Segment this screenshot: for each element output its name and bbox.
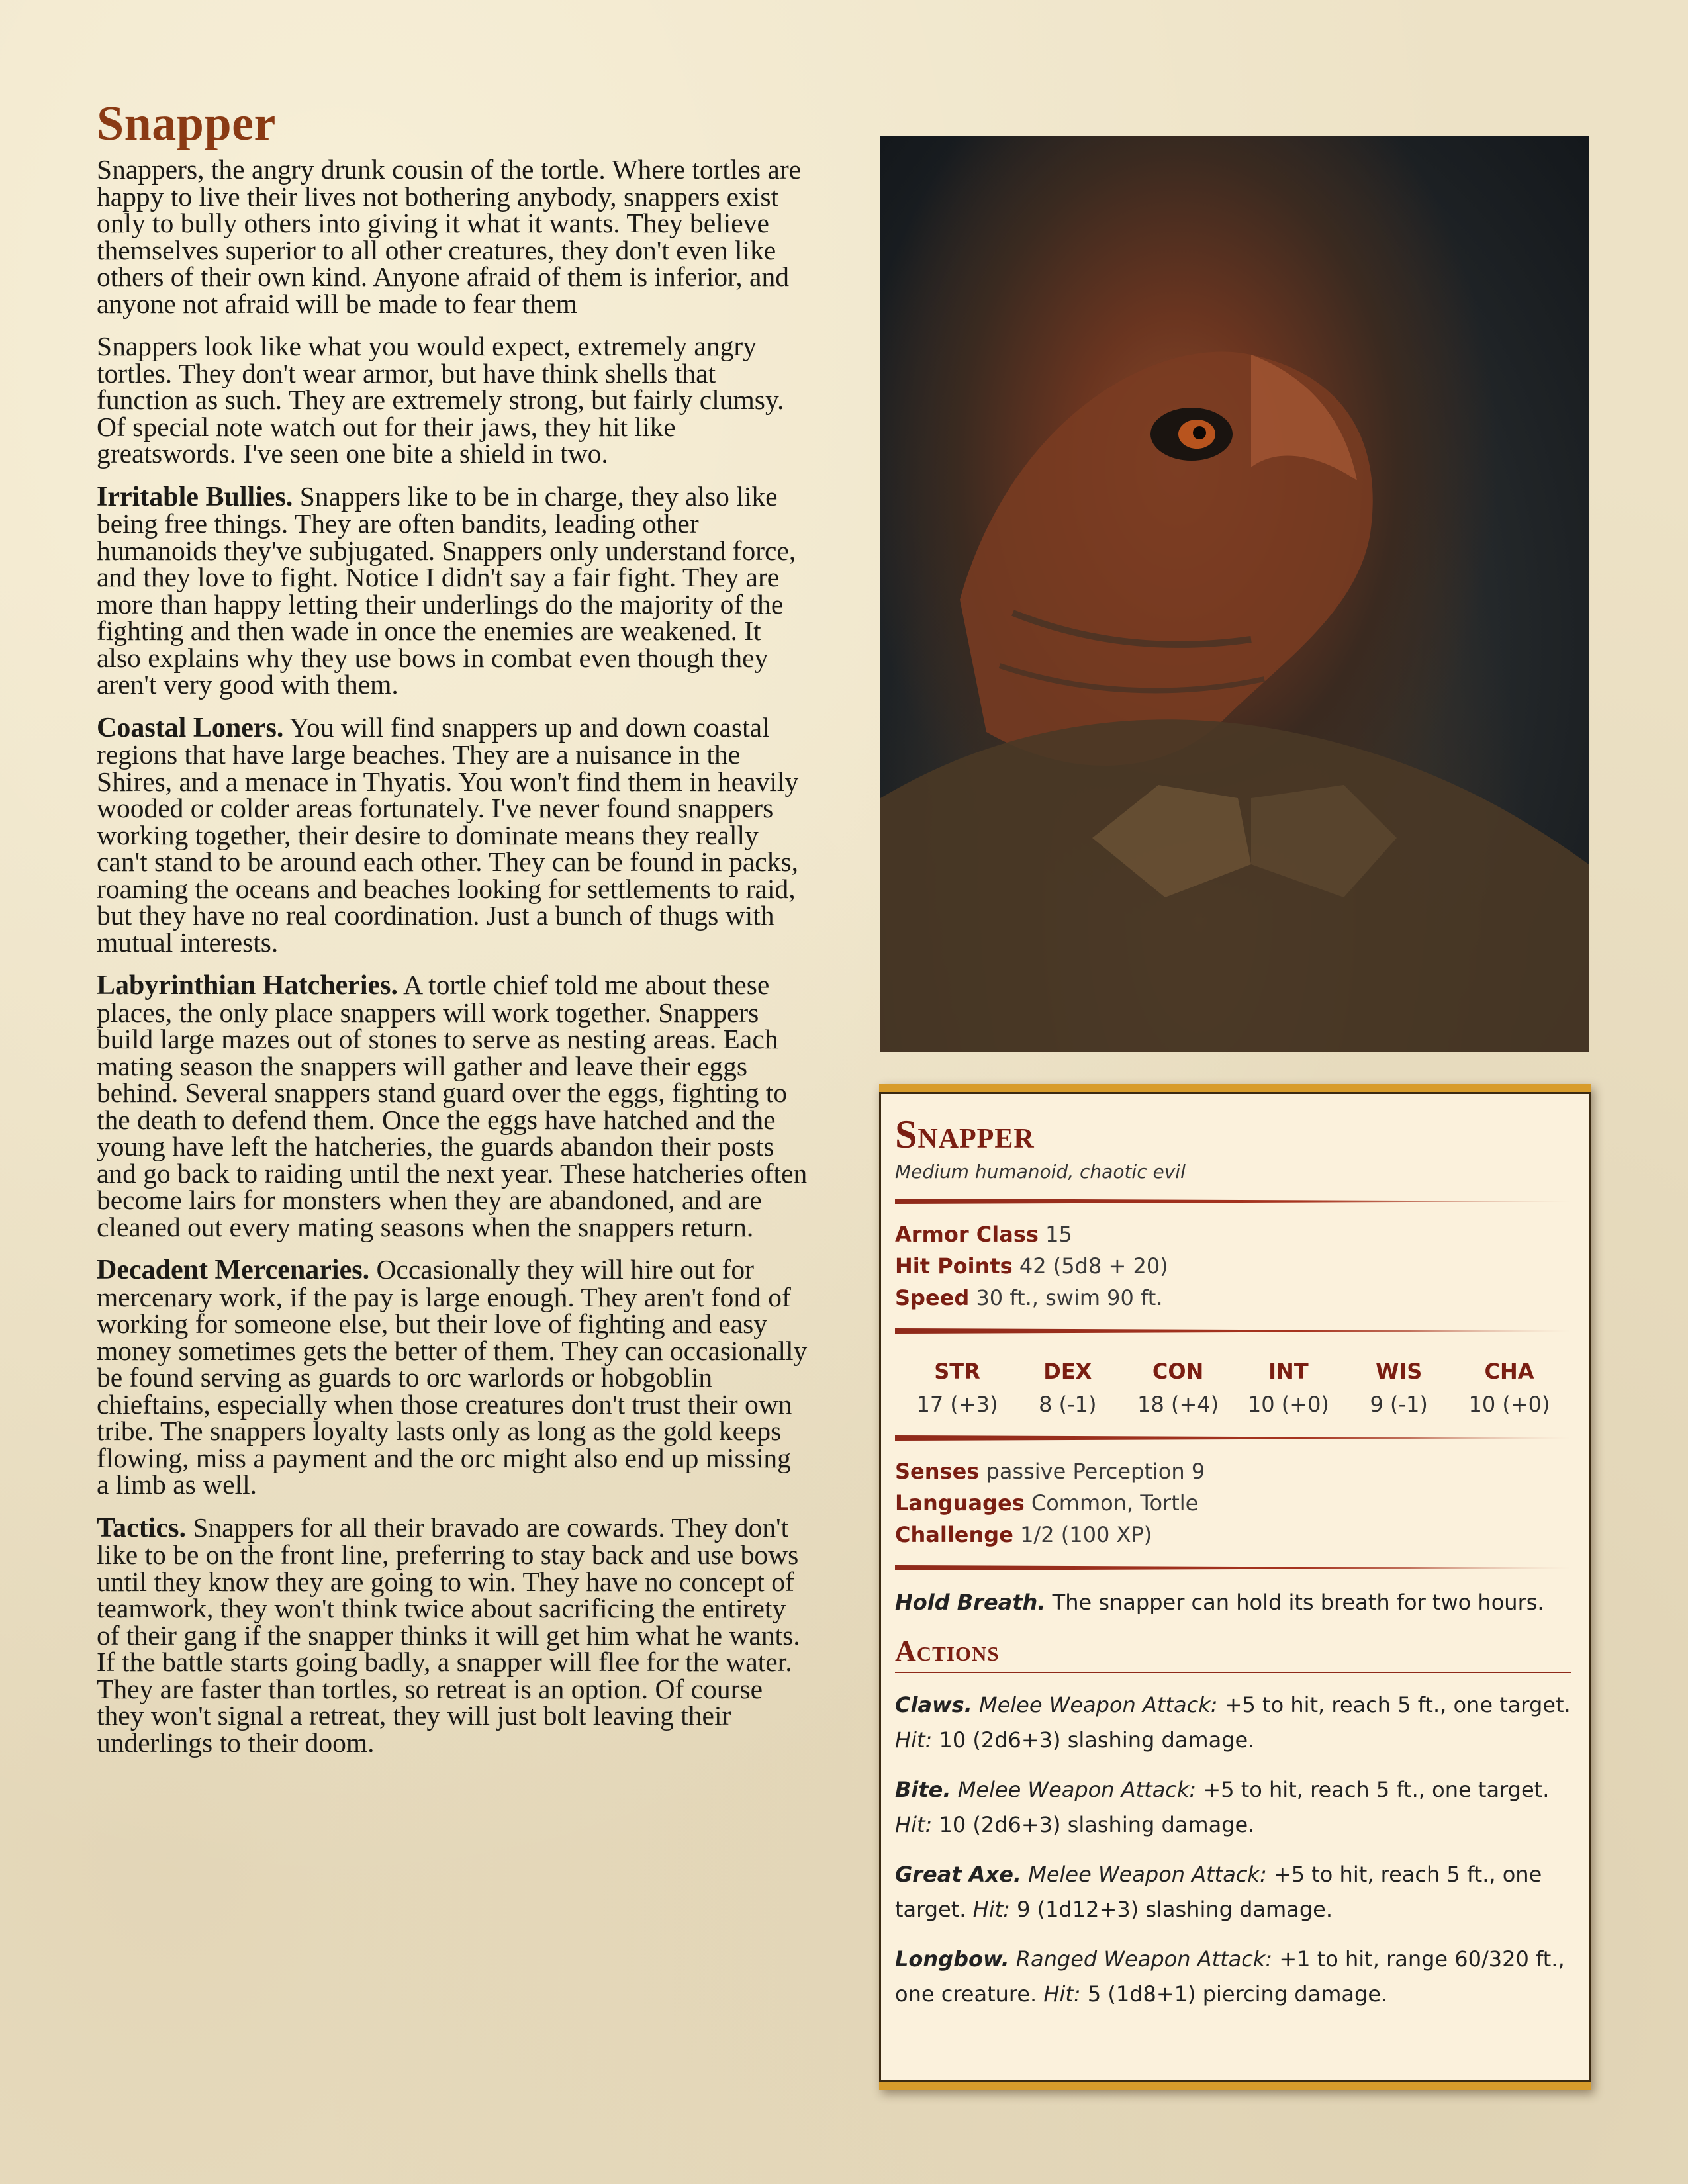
- paragraph-text: Snappers look like what you would expect, extremely angry tortles. They don't wear armor, but have think shells that function as such. They are extremely strong, but fairly clumsy. Of special note watch out for their jaws, they hit like greatswords. I've seen one bite a shield in two.: [97, 331, 784, 469]
- turtle-head-icon: [880, 136, 1589, 1052]
- ability-key: CHA: [1484, 1359, 1534, 1384]
- stat-value: Common, Tortle: [1031, 1490, 1199, 1516]
- senses-line: [895, 1455, 1571, 1487]
- ability-dex: [1015, 1355, 1121, 1421]
- ability-value: 9 (-1): [1370, 1392, 1428, 1417]
- intro-paragraph-1: [97, 156, 808, 317]
- section-decadent-mercenaries: [97, 1256, 808, 1498]
- attack-type: Melee Weapon Attack:: [1028, 1862, 1267, 1887]
- ability-value: 18 (+4): [1137, 1392, 1219, 1417]
- paragraph-text: Snappers for all their bravado are cowards. They don't like to be on the front line, preferring to stay back and use bows until they know they are going to win. They have no concept of teamwork, they won't think twice about sacrificing the entirety of their gang if the snapper thinks it will get him what he wants. If the battle starts going badly, a snapper will flee for the water. They are faster than tortles, so retreat is an option. Of course they won't signal a retreat, they will just bolt leaving their underlings to their doom.: [97, 1512, 800, 1758]
- stat-label: Senses: [895, 1459, 980, 1484]
- hit-text: 10 (2d6+3) slashing damage.: [939, 1812, 1255, 1837]
- divider: [895, 1565, 1571, 1570]
- stat-label: Speed: [895, 1285, 970, 1310]
- stat-label: Challenge: [895, 1522, 1013, 1547]
- ability-key: DEX: [1043, 1359, 1092, 1384]
- hit-label: Hit:: [895, 1727, 933, 1752]
- action-name: Bite.: [895, 1777, 951, 1802]
- speed-line: [895, 1282, 1571, 1314]
- attack-text: +1 to hit, range 60/320 ft., one creature.: [895, 1946, 1565, 2007]
- armor-class-line: [895, 1218, 1571, 1250]
- section-irritable-bullies: [97, 480, 808, 700]
- action-bite: [895, 1772, 1571, 1843]
- ability-con: [1125, 1355, 1231, 1421]
- section-heading: Tactics.: [97, 1512, 186, 1543]
- hit-label: Hit:: [972, 1897, 1010, 1922]
- ability-scores: [895, 1348, 1571, 1430]
- attack-type: Ranged Weapon Attack:: [1015, 1946, 1273, 1972]
- ability-str: [904, 1355, 1010, 1421]
- divider: [895, 1435, 1571, 1441]
- paragraph-text: Occasionally they will hire out for mercenary work, if the pay is large enough. They aren't fond of working for someone else, but their love of fighting and easy money sometimes gets the better of them. They can occasionally be found serving as guards to orc warlords or hobgoblin chieftains, especially when those creatures don't trust their own tribe. The snappers loyalty lasts only as long as the gold keeps flowing, miss a payment and the orc might also end up missing a limb as well.: [97, 1254, 808, 1500]
- paragraph-text: You will find snappers up and down coastal regions that have large beaches. They are a nuisance in the Shires, and a menace in Thyatis. You won't find them in heavily wooded or colder areas fortunately. I've never found snappers working together, their desire to dominate means they really can't stand to be around each other. They can be found in packs, roaming the oceans and beaches looking for settlements to raid, but they have no real coordination. Just a bunch of thugs with mutual interests.: [97, 711, 799, 958]
- section-labyrinthian-hatcheries: [97, 972, 808, 1240]
- ability-key: INT: [1268, 1359, 1309, 1384]
- ability-key: STR: [934, 1359, 980, 1384]
- stat-value: 42 (5d8 + 20): [1019, 1253, 1168, 1279]
- paragraph-text: Snappers, the angry drunk cousin of the tortle. Where tortles are happy to live their lives not bothering anybody, snappers exist only to bully others into giving it what it wants. They believe themselves superior to all other creatures, they don't even like others of their own kind. Anyone afraid of them is inferior, and anyone not afraid will be made to fear them: [97, 154, 802, 319]
- intro-paragraph-2: [97, 333, 808, 467]
- hit-text: 5 (1d8+1) piercing damage.: [1087, 1981, 1388, 2007]
- paragraph-text: A tortle chief told me about these places, the only place snappers will work together. Snappers build large mazes out of stones to serve as nesting areas. Each mating season the snappers will gather and leave their eggs behind. Several snappers stand guard over the eggs, fighting to the death to defend them. Once the eggs have hatched and the young have left the hatcheries, the guards abandon their posts and go back to raiding until the next year. These hatcheries often become lairs for monsters when they are abandoned, and are cleaned out every mating seasons when the snappers return.: [97, 970, 808, 1242]
- section-coastal-loners: [97, 711, 808, 958]
- ability-value: 8 (-1): [1039, 1392, 1097, 1417]
- attack-type: Melee Weapon Attack:: [978, 1692, 1218, 1717]
- action-claws: [895, 1688, 1571, 1758]
- languages-line: [895, 1487, 1571, 1519]
- hit-points-line: [895, 1250, 1571, 1282]
- hit-label: Hit:: [895, 1812, 933, 1837]
- snapper-illustration: [880, 136, 1589, 1052]
- section-heading: Decadent Mercenaries.: [97, 1255, 370, 1285]
- action-name: Great Axe.: [895, 1862, 1022, 1887]
- stat-value: passive Perception 9: [986, 1459, 1205, 1484]
- divider: [895, 1328, 1571, 1334]
- divider: [895, 1199, 1571, 1204]
- ability-key: WIS: [1376, 1359, 1423, 1384]
- section-heading: Labyrinthian Hatcheries.: [97, 970, 399, 1001]
- action-longbow: [895, 1942, 1571, 2012]
- page-title: Snapper: [97, 97, 276, 151]
- ability-int: [1235, 1355, 1341, 1421]
- hit-text: 10 (2d6+3) slashing damage.: [939, 1727, 1255, 1752]
- challenge-line: [895, 1519, 1571, 1551]
- attack-text: +5 to hit, reach 5 ft., one target.: [895, 1862, 1542, 1922]
- creature-name: Snapper: [895, 1113, 1035, 1156]
- stat-label: Armor Class: [895, 1222, 1039, 1247]
- ability-cha: [1456, 1355, 1562, 1421]
- stat-block: [879, 1084, 1591, 2090]
- section-heading: Coastal Loners.: [97, 712, 284, 743]
- stat-value: 15: [1045, 1222, 1072, 1247]
- trait-name: Hold Breath.: [895, 1590, 1046, 1615]
- attack-type: Melee Weapon Attack:: [957, 1777, 1197, 1802]
- trait-text: The snapper can hold its breath for two hours.: [1052, 1590, 1544, 1615]
- ability-value: 17 (+3): [916, 1392, 998, 1417]
- ability-key: CON: [1152, 1359, 1204, 1384]
- stat-label: Hit Points: [895, 1253, 1013, 1279]
- attack-text: +5 to hit, reach 5 ft., one target.: [1203, 1777, 1550, 1802]
- stat-label: Languages: [895, 1490, 1025, 1516]
- actions-heading: Actions: [895, 1634, 1571, 1673]
- main-text-column: [97, 99, 808, 1772]
- hit-label: Hit:: [1043, 1981, 1081, 2007]
- action-name: Longbow.: [895, 1946, 1009, 1972]
- stat-value: 30 ft., swim 90 ft.: [976, 1285, 1163, 1310]
- action-great-axe: [895, 1857, 1571, 1927]
- ability-value: 10 (+0): [1468, 1392, 1550, 1417]
- paragraph-text: Snappers like to be in charge, they also like being free things. They are often bandits, leading other humanoids they've subjugated. Snappers only understand force, and they love to fight. Notice I didn't say a fair fight. They are more than happy letting their underlings do the majority of the fighting and then wade in once the enemies are weakened. It also explains why they use bows in combat even though they aren't very good with them.: [97, 480, 796, 700]
- hit-text: 9 (1d12+3) slashing damage.: [1017, 1897, 1333, 1922]
- attack-text: +5 to hit, reach 5 ft., one target.: [1224, 1692, 1571, 1717]
- trait-hold-breath: [895, 1585, 1571, 1619]
- section-tactics: [97, 1514, 808, 1756]
- ability-value: 10 (+0): [1247, 1392, 1329, 1417]
- ability-wis: [1346, 1355, 1452, 1421]
- stat-value: 1/2 (100 XP): [1020, 1522, 1152, 1547]
- creature-subtitle: Medium humanoid, chaotic evil: [895, 1161, 1186, 1183]
- section-heading: Irritable Bullies.: [97, 481, 293, 512]
- action-name: Claws.: [895, 1692, 972, 1717]
